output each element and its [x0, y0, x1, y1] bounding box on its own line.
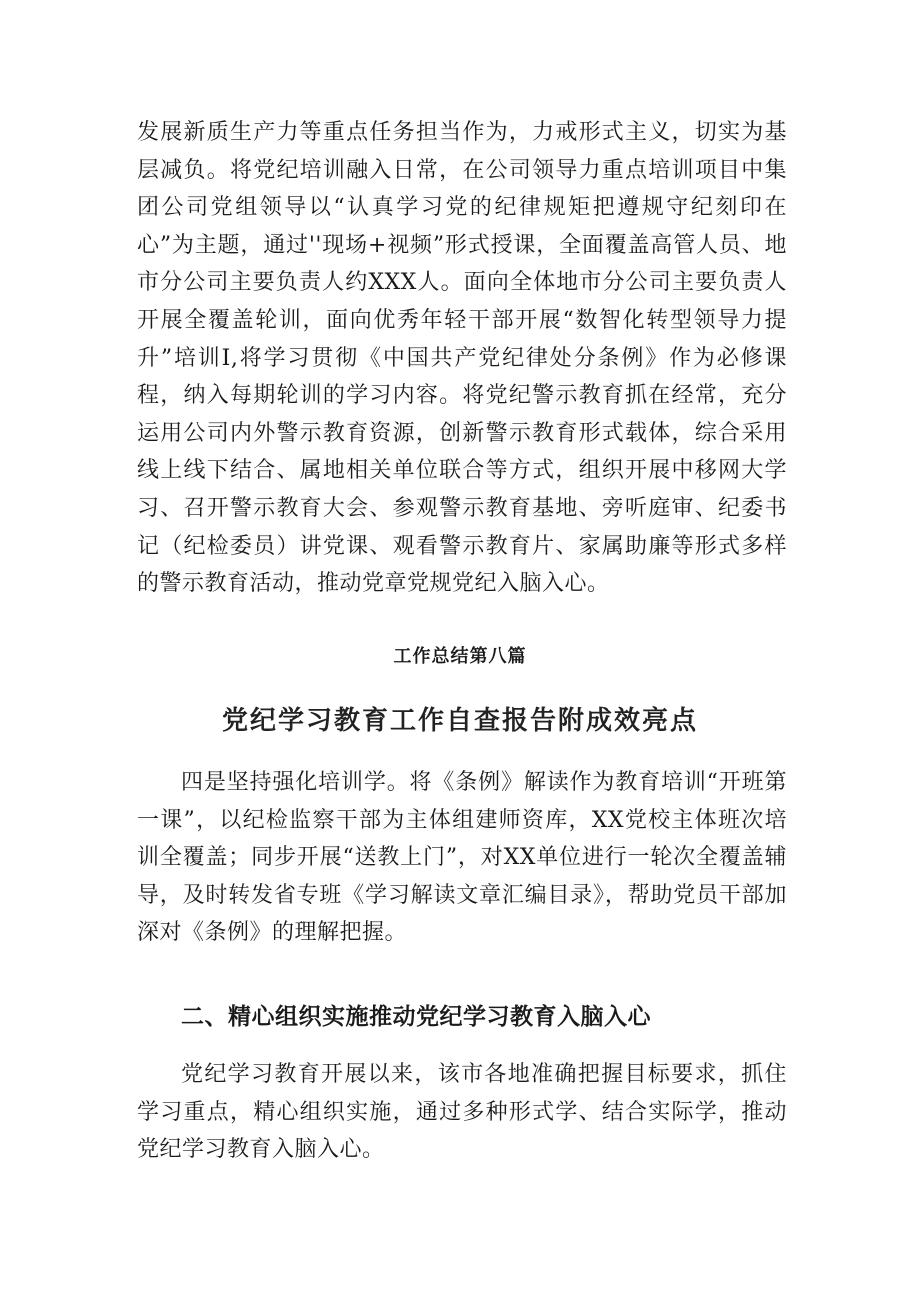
subheading: 二、精心组织实施推动党纪学习教育入脑入心 [181, 1004, 651, 1030]
body-paragraph-1: 发展新质生产力等重点任务担当作为，力戒形式主义，切实为基层减负。将党纪培训融入日常，在公司领导力重点培训项目中集团公司党组领导以“认真学习党的纪律规矩把遵规守纪刻印在心”为主题，通过''现场+视频”形式授课，全面覆盖高管人员、地市分公司主要负责人约XXX人。面向全体地市分公司主要负责人开展全覆盖轮训，面向优秀年轻干部开展“数智化转型领导力提升”培训I,将学习贯彻《中国共产党纪律处分条例》作为必修课程，纳入每期轮训的学习内容。将党纪警示教育抓在经常，充分运用公司内外警示教育资源，创新警示教育形式载体，综合采用线上线下结合、属地相关单位联合等方式，组织开展中移网大学习、召开警示教育大会、参观警示教育基地、旁听庭审、纪委书记（纪检委员）讲党课、观看警示教育片、家属助廉等形式多样的警示教育活动，推动党章党规党纪入脑入心。 [137, 120, 787, 597]
body-paragraph-3: 党纪学习教育开展以来，该市各地准确把握目标要求，抓住学习重点，精心组织实施，通过多种形式学、结合实际学，推动党纪学习教育入脑入心。 [137, 1062, 787, 1163]
body-paragraph-2: 四是坚持强化培训学。将《条例》解读作为教育培训“开班第一课”，以纪检监察干部为主体组建师资库，XX党校主体班次培训全覆盖；同步开展“送教上门”，对XX单位进行一轮次全覆盖辅导，及时转发省专班《学习解读文章汇编目录》，帮助党员干部加深对《条例》的理解把握。 [137, 770, 787, 946]
document-title: 党纪学习教育工作自查报告附成效亮点 [221, 706, 698, 736]
section-title: 工作总结第八篇 [393, 646, 527, 667]
